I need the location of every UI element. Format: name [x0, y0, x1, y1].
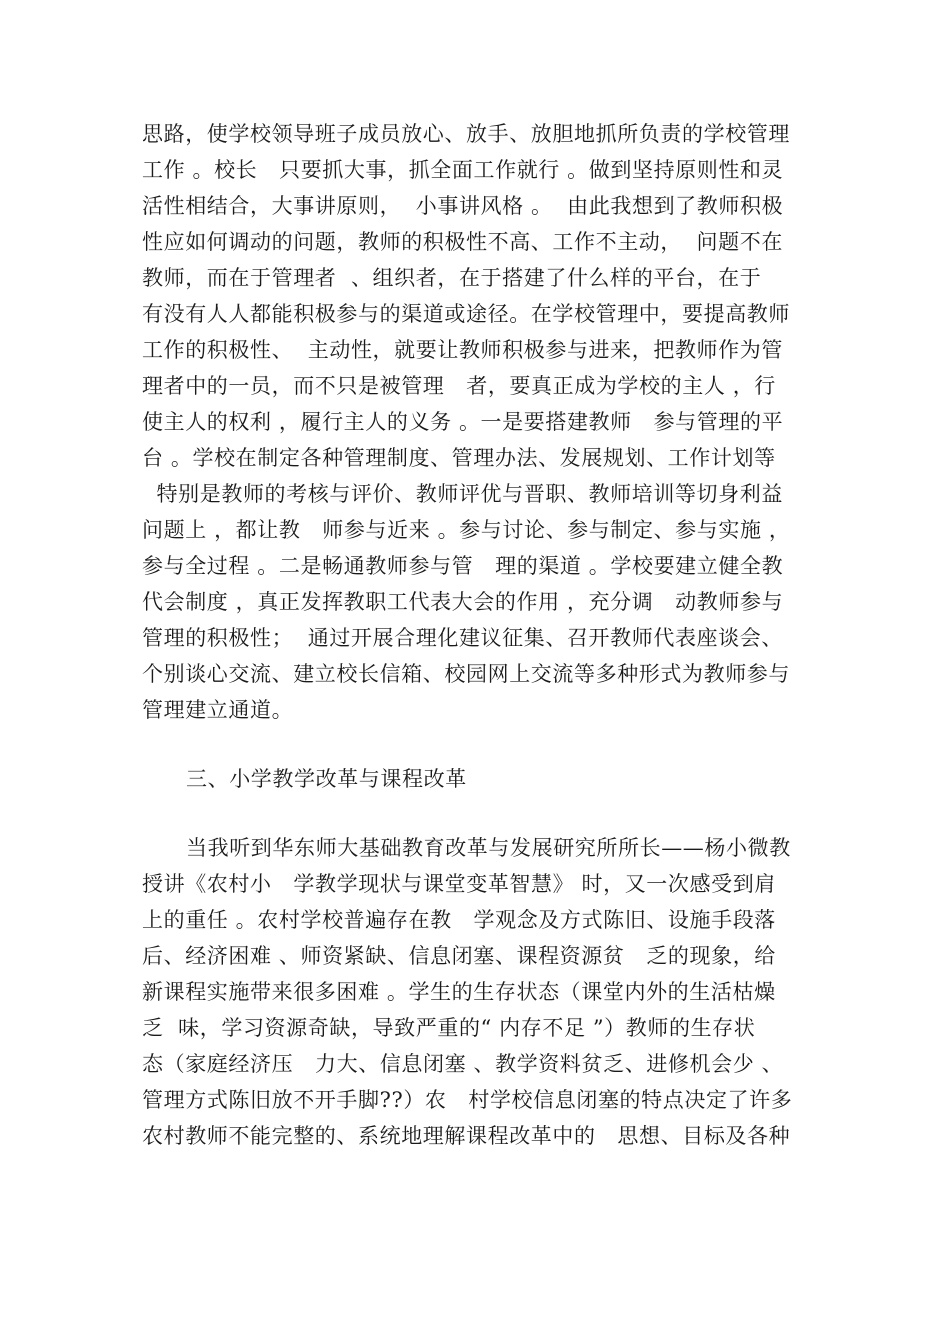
paragraph-line: 性应如何调动的问题，教师的积极性不高、工作不主动， 问题不在 [142, 230, 783, 254]
paragraph-line: 上的重任 。农村学校普遍存在教 学观念及方式陈旧、设施手段落 [142, 908, 776, 932]
paragraph-line: 管理的积极性； 通过开展合理化建议征集、召开教师代表座谈会、 [142, 626, 783, 650]
paragraph-line: 乏 味，学习资源奇缺，导致严重的“ 内存不足 ”）教师的生存状 [142, 1016, 756, 1040]
paragraph-line: 台 。学校在制定各种管理制度、管理办法、发展规划、工作计划等 [142, 446, 776, 470]
paragraph-line: 态（家庭经济压 力大、信息闭塞 、教学资料贫乏、进修机会少 、 [142, 1052, 784, 1076]
paragraph-line: 问题上 ，都让教 师参与近来 。参与讨论、参与制定、参与实施 ， [142, 518, 791, 542]
paragraph-line: 特别是教师的考核与评价、教师评优与晋职、教师培训等切身利益 [142, 482, 783, 506]
paragraph-line: 参与全过程 。二是畅通教师参与管 理的渠道 。学校要建立健全教 [142, 554, 784, 578]
paragraph-line: 工作的积极性、 主动性，就要让教师积极参与进来，把教师作为管 [142, 338, 783, 362]
paragraph-line: 当我听到华东师大基础教育改革与发展研究所所长——杨小微教 [186, 836, 791, 860]
paragraph-line: 授讲《农村小 学教学现状与课堂变革智慧》 时，又一次感受到肩 [142, 872, 776, 896]
paragraph-line: 管理方式陈旧放不开手脚??）农 村学校信息闭塞的特点决定了许多 [142, 1088, 793, 1112]
paragraph-line: 工作 。校长 只要抓大事，抓全面工作就行 。做到坚持原则性和灵 [142, 158, 784, 182]
paragraph-line: 有没有人人都能积极参与的渠道或途径。在学校管理中，要提高教师 [142, 302, 790, 326]
paragraph-line: 后、经济困难 、师资紧缺、信息闭塞、课程资源贫 乏的现象，给 [142, 944, 776, 968]
paragraph-line: 理者中的一员，而不只是被管理 者，要真正成为学校的主人 ，行 [142, 374, 776, 398]
paragraph-line: 思路，使学校领导班子成员放心、放手、放胆地抓所负责的学校管理 [142, 122, 790, 146]
paragraph-line: 个别谈心交流、建立校长信箱、校园网上交流等多种形式为教师参与 [142, 662, 790, 686]
section-heading: 三、小学教学改革与课程改革 [186, 767, 467, 791]
paragraph-line: 代会制度 ，真正发挥教职工代表大会的作用 ，充分调 动教师参与 [142, 590, 784, 614]
paragraph-line: 使主人的权利 ，履行主人的义务 。一是要搭建教师 参与管理的平 [142, 410, 784, 434]
paragraph-line: 新课程实施带来很多困难 。学生的生存状态（课堂内外的生活枯燥 [142, 980, 776, 1004]
paragraph-line: 管理建立通道。 [142, 698, 294, 722]
paragraph-line: 农村教师不能完整的、系统地理解课程改革中的 思想、目标及各种 [142, 1124, 791, 1148]
paragraph-line: 活性相结合，大事讲原则， 小事讲风格 。 由此我想到了教师积极 [142, 194, 784, 218]
paragraph-line: 教师，而在于管理者 、组织者，在于搭建了什么样的平台，在于 [142, 266, 762, 290]
